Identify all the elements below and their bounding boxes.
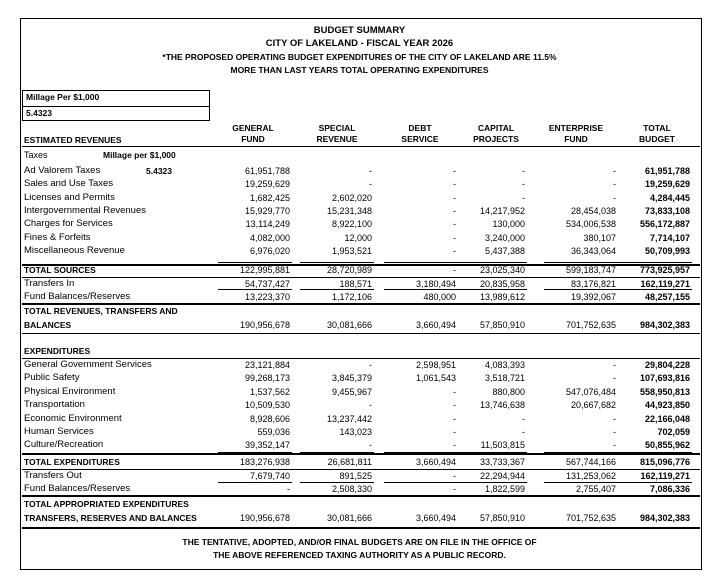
column-heading-line2: SERVICE [401, 134, 439, 144]
doc-title: BUDGET SUMMARY [313, 25, 406, 36]
cell-value: 22,166,048 [644, 413, 690, 424]
cell-value: 1,682,425 [249, 192, 290, 203]
cell-value: 3,180,494 [415, 279, 456, 289]
cell-value: 13,989,612 [479, 292, 525, 302]
cell-value: 57,850,910 [479, 513, 525, 523]
cell-value: 54,737,427 [244, 279, 290, 289]
cell-value: - [453, 427, 456, 437]
cell-value: 8,928,606 [249, 413, 290, 424]
cell-value: 3,518,721 [484, 373, 525, 384]
cell-value: - [453, 265, 456, 275]
cell-value: 39,352,147 [244, 440, 290, 451]
cell-value: 15,231,348 [326, 205, 372, 216]
cell-value: 122,995,881 [239, 265, 290, 275]
millage-value: 5.4323 [26, 108, 52, 118]
cell-value: - [453, 232, 456, 243]
cell-value: - [287, 484, 290, 494]
cell-value: - [453, 179, 456, 190]
cell-value: 3,845,379 [331, 373, 372, 384]
column-heading-line1: TOTAL [643, 123, 671, 133]
expenditure-row-label: Physical Environment [24, 385, 116, 397]
expenditure-row-label: Culture/Recreation [24, 439, 104, 451]
footer-line2: THE ABOVE REFERENCED TAXING AUTHORITY AS A PUBLIC RECORD. [213, 550, 506, 560]
total-sources-label: TOTAL SOURCES [24, 265, 96, 275]
expenditures-heading: EXPENDITURES [24, 346, 91, 356]
cell-value: 50,709,993 [644, 245, 690, 256]
cell-value: 2,508,330 [331, 484, 372, 494]
cell-value: 1,172,106 [331, 292, 372, 302]
cell-value: 4,083,393 [484, 360, 525, 370]
expenditure-row-label: Economic Environment [24, 412, 122, 424]
cell-value: - [453, 400, 456, 411]
cell-value: - [522, 427, 525, 437]
cell-value: 7,086,336 [649, 484, 690, 494]
ad-valorem-millage: 5.4323 [146, 166, 172, 176]
cell-value: - [453, 386, 456, 397]
column-underline [384, 289, 458, 290]
cell-value: 14,217,952 [479, 205, 525, 216]
column-underline [300, 289, 374, 290]
cell-value: 13,114,249 [245, 219, 290, 230]
millage-divider [23, 106, 209, 107]
cell-value: 61,951,788 [644, 166, 690, 176]
cell-value: 558,950,813 [639, 386, 690, 397]
cell-value: 73,833,108 [644, 205, 690, 216]
cell-value: 13,746,638 [479, 400, 525, 411]
cell-value: 190,956,678 [239, 513, 290, 523]
revenue-row-label: Charges for Services [24, 218, 113, 230]
cell-value: 1,822,599 [484, 484, 525, 494]
cell-value: 1,953,521 [331, 245, 372, 256]
column-heading-line1: DEBT [408, 123, 432, 133]
expenditure-row-label: Public Safety [24, 372, 80, 384]
cell-value: 5,437,388 [484, 245, 525, 256]
transfers-out-label: Transfers Out [24, 470, 82, 481]
column-heading [297, 123, 377, 145]
revenue-row-label: Miscellaneous Revenue [24, 244, 125, 256]
millage-box [22, 90, 210, 121]
column-heading-line1: GENERAL [232, 123, 274, 133]
cell-value: - [369, 400, 372, 411]
cell-value: 1,061,543 [415, 373, 456, 384]
cell-value: 880,800 [492, 386, 525, 397]
cell-value: 12,000 [344, 232, 372, 243]
cell-value: 559,036 [257, 427, 290, 437]
doc-subtitle: CITY OF LAKELAND - FISCAL YEAR 2026 [265, 38, 454, 49]
cell-value: - [453, 484, 456, 494]
taxes-label: Taxes [24, 150, 48, 160]
cell-value: 547,076,484 [565, 386, 616, 397]
cell-value: 13,237,442 [326, 413, 372, 424]
cell-value: 701,752,635 [565, 320, 616, 330]
cell-value: 162,119,271 [640, 279, 690, 289]
cell-value: 2,602,020 [331, 192, 372, 203]
cell-value: - [453, 413, 456, 424]
cell-value: 815,096,776 [639, 457, 690, 467]
cell-value: 2,598,951 [415, 360, 456, 370]
cell-value: 30,081,666 [326, 513, 372, 523]
cell-value: 28,454,038 [570, 205, 616, 216]
cell-value: 3,660,494 [415, 457, 456, 467]
cell-value: - [369, 166, 372, 176]
cell-value: 4,284,445 [649, 192, 690, 203]
column-underline [618, 482, 692, 483]
column-heading-line2: PROJECTS [473, 134, 519, 144]
column-heading-line2: BUDGET [639, 134, 675, 144]
cell-value: 57,850,910 [479, 320, 525, 330]
column-heading-line1: SPECIAL [318, 123, 356, 133]
cell-value: 599,183,747 [565, 265, 616, 275]
column-heading-line2: FUND [241, 134, 265, 144]
cell-value: 44,923,850 [644, 400, 690, 411]
revenue-row-label: Fines & Forfeits [24, 231, 91, 243]
cell-value: - [453, 166, 456, 176]
cell-value: - [369, 360, 372, 370]
cell-value: - [522, 166, 525, 176]
cell-value: 13,223,370 [244, 292, 290, 302]
revenue-row-label: Intergovernmental Revenues [24, 204, 146, 216]
cell-value: 701,752,635 [565, 513, 616, 523]
cell-value: 19,392,067 [570, 292, 616, 302]
cell-value: 984,302,383 [639, 320, 690, 330]
cell-value: - [613, 192, 616, 203]
cell-value: - [613, 360, 616, 370]
total-expenditures-rule [22, 453, 700, 455]
column-heading [536, 123, 616, 145]
cell-value: 1,537,562 [249, 386, 290, 397]
cell-value: 99,268,173 [244, 373, 290, 384]
cell-value: 380,107 [583, 232, 616, 243]
cell-value: - [613, 179, 616, 190]
revenue-row-label: Ad Valorem Taxes [24, 165, 101, 176]
cell-value: 891,525 [339, 471, 372, 481]
cell-value: - [522, 413, 525, 424]
cell-value: 131,253,062 [565, 471, 616, 481]
cell-value: - [453, 205, 456, 216]
cell-value: 11,503,815 [480, 440, 525, 451]
cell-value: 183,276,938 [239, 457, 290, 467]
cell-value: 29,804,228 [644, 360, 690, 370]
column-heading-line1: ENTERPRISE [548, 123, 604, 133]
column-heading [617, 123, 697, 145]
column-underline [218, 482, 292, 483]
footer-rule [22, 527, 700, 529]
cell-value: 188,571 [339, 279, 372, 289]
cell-value: 20,667,682 [570, 400, 616, 411]
column-heading-line2: REVENUE [316, 134, 358, 144]
cell-value: 702,059 [657, 427, 690, 437]
cell-value: - [613, 413, 616, 424]
cell-value: 7,714,107 [649, 232, 690, 243]
cell-value: 20,835,958 [479, 279, 525, 289]
total-revenues-bottom-rule [22, 333, 700, 334]
column-heading-line2: FUND [564, 134, 588, 144]
cell-value: 50,855,962 [644, 440, 690, 451]
cell-value: 23,121,884 [244, 360, 290, 370]
cell-value: 33,733,367 [479, 457, 525, 467]
cell-value: 567,744,166 [565, 457, 616, 467]
revenue-row-label: Licenses and Permits [24, 191, 115, 203]
cell-value: 15,929,770 [244, 205, 290, 216]
revenue-row-label: Sales and Use Taxes [24, 178, 114, 190]
cell-value: 2,755,407 [575, 484, 616, 494]
cell-value: 61,951,788 [244, 166, 290, 176]
cell-value: - [453, 192, 456, 203]
expenditure-row-label: General Government Services [24, 359, 152, 370]
footer-line1: THE TENTATIVE, ADOPTED, AND/OR FINAL BUDGETS ARE ON FILE IN THE OFFICE OF [182, 537, 537, 547]
total-expenditures-label: TOTAL EXPENDITURES [24, 457, 120, 467]
cell-value: 984,302,383 [639, 513, 690, 523]
total-revenues-label-line2: BALANCES [24, 320, 72, 330]
column-underline [218, 289, 292, 290]
column-heading-line1: CAPITAL [477, 123, 515, 133]
cell-value: - [613, 373, 616, 384]
expenditure-row-label: Transportation [24, 399, 85, 411]
cell-value: 26,681,811 [327, 457, 372, 467]
fund-balances-label: Fund Balances/Reserves [24, 291, 131, 302]
cell-value: 130,000 [492, 219, 525, 230]
cell-value: - [522, 179, 525, 190]
taxes-millage-label: Millage per $1,000 [103, 150, 176, 160]
cell-value: 36,343,064 [570, 245, 616, 256]
cell-value: 773,925,957 [639, 265, 690, 275]
cell-value: 534,006,538 [565, 219, 616, 230]
cell-value: 4,082,000 [249, 232, 290, 243]
cell-value: 143,023 [339, 427, 372, 437]
cell-value: - [453, 440, 456, 451]
total-revenues-label-line1: TOTAL REVENUES, TRANSFERS AND [24, 306, 178, 316]
cell-value: - [613, 166, 616, 176]
expenditure-row-label: Human Services [24, 426, 94, 437]
column-underline [453, 482, 527, 483]
exp-fund-balances-label: Fund Balances/Reserves [24, 483, 131, 494]
column-heading [213, 123, 293, 145]
column-underline [453, 289, 527, 290]
column-heading [456, 123, 536, 145]
cell-value: 3,240,000 [484, 232, 525, 243]
cell-value: 23,025,340 [479, 265, 525, 275]
cell-value: 48,257,155 [644, 292, 690, 302]
cell-value: 9,455,967 [331, 386, 372, 397]
cell-value: 3,660,494 [415, 320, 456, 330]
cell-value: 6,976,020 [249, 245, 290, 256]
revenues-heading-rule [22, 146, 700, 147]
column-underline [384, 482, 458, 483]
cell-value: 8,922,100 [331, 219, 372, 230]
cell-value: - [613, 427, 616, 437]
cell-value: 556,172,887 [639, 219, 690, 230]
total-appropriated-rule [22, 495, 700, 497]
cell-value: - [522, 192, 525, 203]
column-underline [618, 289, 692, 290]
total-appropriated-label-line1: TOTAL APPROPRIATED EXPENDITURES [24, 499, 189, 509]
cell-value: - [369, 440, 372, 451]
column-underline [544, 289, 618, 290]
revenues-heading: ESTIMATED REVENUES [24, 135, 122, 145]
doc-note-line1: *THE PROPOSED OPERATING BUDGET EXPENDITURES OF THE CITY OF LAKELAND ARE 11.5% [162, 52, 557, 62]
column-underline [300, 482, 374, 483]
cell-value: 162,119,271 [640, 471, 690, 481]
cell-value: 83,176,821 [570, 279, 616, 289]
cell-value: 19,259,629 [644, 179, 690, 190]
column-underline [544, 482, 618, 483]
doc-note-line2: MORE THAN LAST YEARS TOTAL OPERATING EXPENDITURES [230, 65, 489, 75]
transfers-in-label: Transfers In [24, 278, 75, 289]
cell-value: 22,294,944 [479, 471, 525, 481]
cell-value: 30,081,666 [326, 320, 372, 330]
millage-label: Millage Per $1,000 [26, 92, 100, 102]
cell-value: - [453, 219, 456, 230]
cell-value: - [369, 179, 372, 190]
cell-value: 19,259,629 [244, 179, 290, 190]
cell-value: 480,000 [423, 292, 456, 302]
cell-value: 28,720,989 [326, 265, 372, 275]
cell-value: 3,660,494 [415, 513, 456, 523]
cell-value: 107,693,816 [639, 373, 690, 384]
total-appropriated-label-line2: TRANSFERS, RESERVES AND BALANCES [24, 513, 197, 523]
cell-value: 190,956,678 [239, 320, 290, 330]
column-heading [380, 123, 460, 145]
cell-value: - [453, 245, 456, 256]
cell-value: - [613, 440, 616, 451]
cell-value: 7,679,740 [249, 471, 290, 481]
cell-value: 10,509,530 [244, 400, 290, 411]
cell-value: - [453, 471, 456, 481]
